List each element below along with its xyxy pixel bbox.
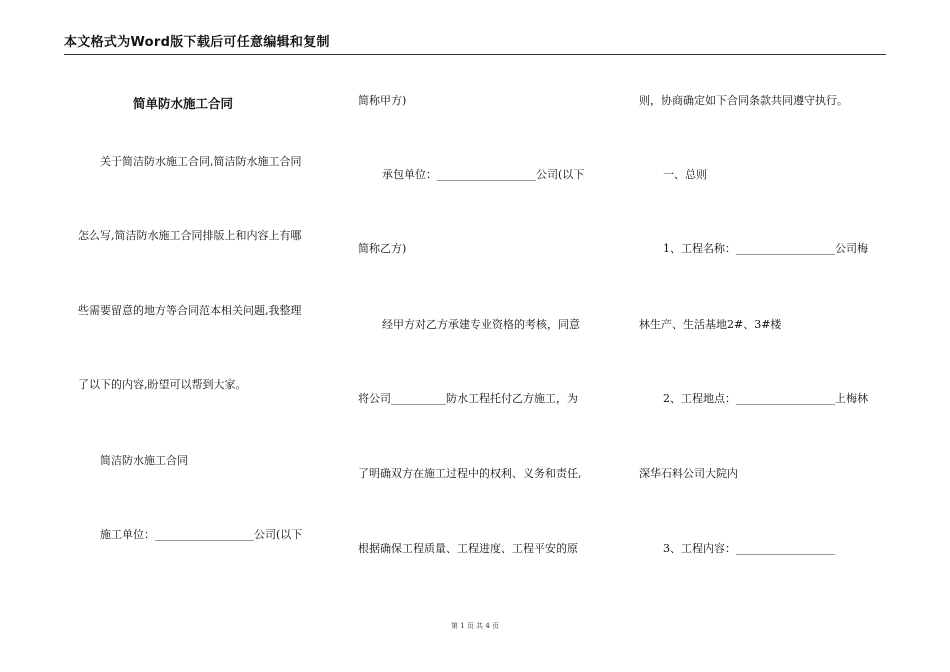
col1-line-6: 施工单位：__________________公司(以下 (100, 528, 303, 541)
col2-line-6: 了明确双方在施工过程中的权利、义务和责任, (358, 467, 582, 480)
col3-line-2: 一、总则 (663, 168, 707, 181)
col3-line-4: 林生产、生活基地2#、3#楼 (639, 318, 782, 331)
col2-line-7: 根据确保工程质量、工程进度、工程平安的原 (358, 542, 578, 555)
col2-line-3: 简称乙方) (358, 242, 407, 255)
col2-line-1: 简称甲方) (358, 94, 407, 107)
col2-line-2: 承包单位：__________________公司(以下 (382, 168, 585, 181)
col3-line-1: 则，协商确定如下合同条款共同遵守执行。 (639, 94, 848, 107)
col2-line-4: 经甲方对乙方承建专业资格的考核，同意 (382, 318, 580, 331)
header-title: 本文格式为Word版下载后可任意编辑和复制 (64, 35, 330, 50)
col3-line-3: 1、工程名称：__________________公司梅 (663, 242, 868, 255)
col1-line-2: 怎么写,简洁防水施工合同排版上和内容上有哪 (78, 229, 302, 242)
col3-line-6: 深华石料公司大院内 (639, 467, 738, 480)
col1-line-3: 些需要留意的地方等合同范本相关问题,我整理 (78, 304, 302, 317)
document-header (64, 34, 886, 55)
col3-line-5: 2、工程地点：__________________上梅林 (663, 392, 868, 405)
col1-line-1: 关于简洁防水施工合同,简洁防水施工合同 (100, 155, 302, 168)
page-number: 第 1 页 共 4 页 (450, 622, 500, 630)
col2-line-5: 将公司__________防水工程托付乙方施工，为 (358, 392, 578, 405)
col1-line-5: 简洁防水施工合同 (100, 454, 188, 467)
document-title: 简单防水施工合同 (133, 96, 234, 111)
col3-line-7: 3、工程内容：__________________ (663, 542, 835, 555)
col1-line-4: 了以下的内容,盼望可以帮到大家。 (78, 378, 247, 391)
